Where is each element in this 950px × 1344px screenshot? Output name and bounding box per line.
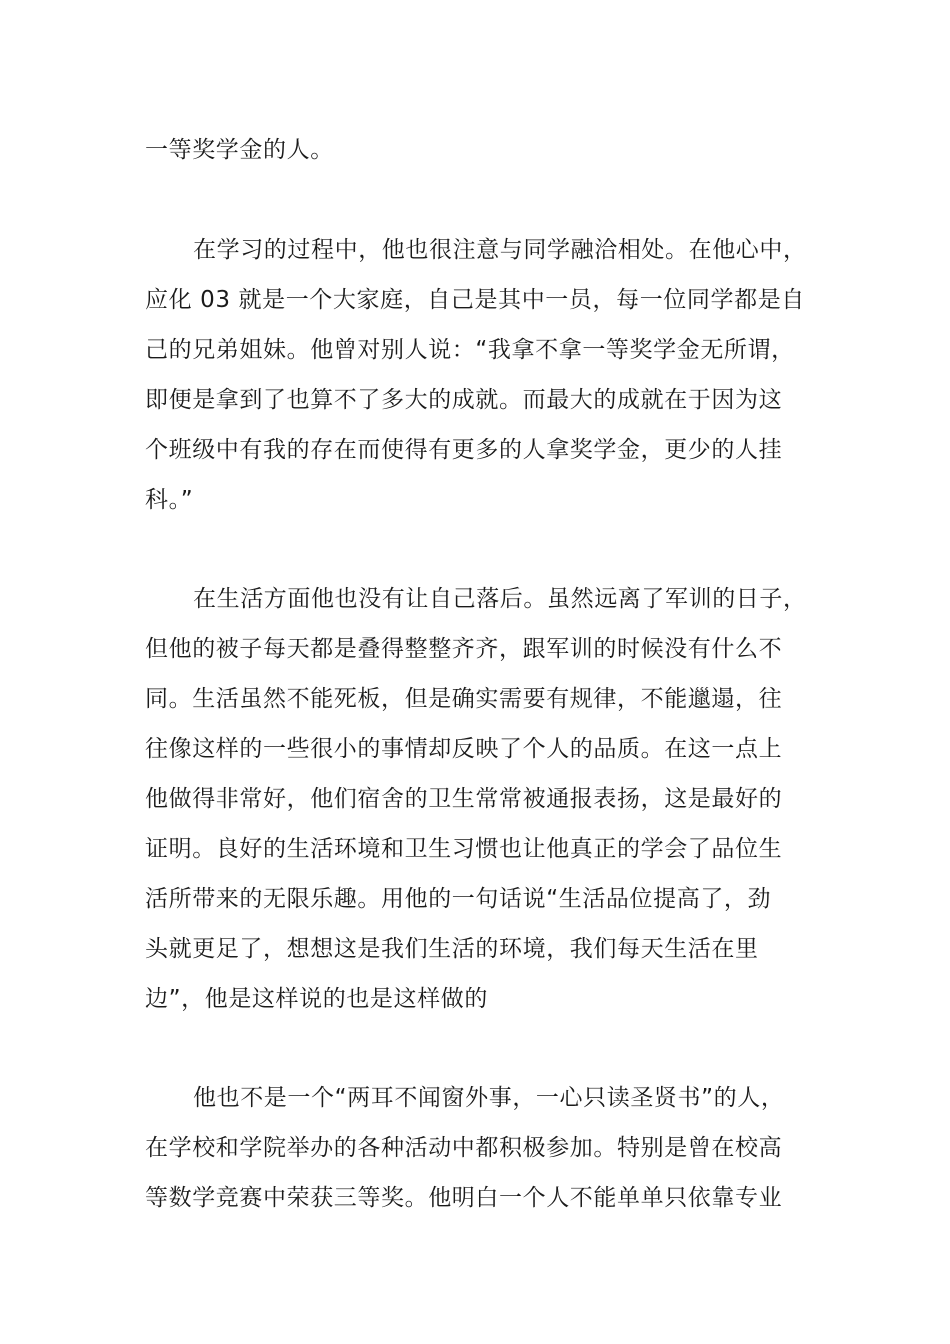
paragraph-4-line-1: 他也不是一个“两耳不闻窗外事，一心只读圣贤书”的人， xyxy=(193,1085,785,1111)
paragraph-3-line-7: 活所带来的无限乐趣。用他的一句话说“生活品位提高了，劲 xyxy=(145,886,772,912)
paragraph-2-line-6: 科。” xyxy=(145,487,194,513)
paragraph-3-line-4: 往像这样的一些很小的事情却反映了个人的品质。在这一点上 xyxy=(145,736,783,762)
paragraph-3-line-5: 他做得非常好，他们宿舍的卫生常常被通报表扬，这是最好的 xyxy=(145,786,783,812)
paragraph-3-line-3: 同。生活虽然不能死板，但是确实需要有规律，不能邋遢，往 xyxy=(145,686,783,712)
paragraph-1-line-1: 一等奖学金的人。 xyxy=(145,137,334,163)
paragraph-3-line-9: 边”，他是这样说的也是这样做的 xyxy=(145,986,488,1012)
paragraph-4-line-3: 等数学竞赛中荣获三等奖。他明白一个人不能单单只依靠专业 xyxy=(145,1185,783,1211)
paragraph-3-line-2: 但他的被子每天都是叠得整整齐齐，跟军训的时候没有什么不 xyxy=(145,636,783,662)
paragraph-2-line-2: 应化 03 就是一个大家庭，自己是其中一员，每一位同学都是自 xyxy=(145,287,805,313)
paragraph-2-line-5: 个班级中有我的存在而使得有更多的人拿奖学金，更少的人挂 xyxy=(145,437,783,463)
paragraph-3-line-1: 在生活方面他也没有让自己落后。虽然远离了军训的日子， xyxy=(193,586,807,612)
paragraph-3-line-8: 头就更足了，想想这是我们生活的环境，我们每天生活在里 xyxy=(145,936,759,962)
paragraph-2-line-4: 即便是拿到了也算不了多大的成就。而最大的成就在于因为这 xyxy=(145,387,783,413)
paragraph-2-line-3: 己的兄弟姐妹。他曾对别人说：“我拿不拿一等奖学金无所谓， xyxy=(145,337,795,363)
paragraph-2-line-1: 在学习的过程中，他也很注意与同学融洽相处。在他心中， xyxy=(193,237,807,263)
paragraph-4-line-2: 在学校和学院举办的各种活动中都积极参加。特别是曾在校高 xyxy=(145,1135,783,1161)
paragraph-3-line-6: 证明。良好的生活环境和卫生习惯也让他真正的学会了品位生 xyxy=(145,836,783,862)
